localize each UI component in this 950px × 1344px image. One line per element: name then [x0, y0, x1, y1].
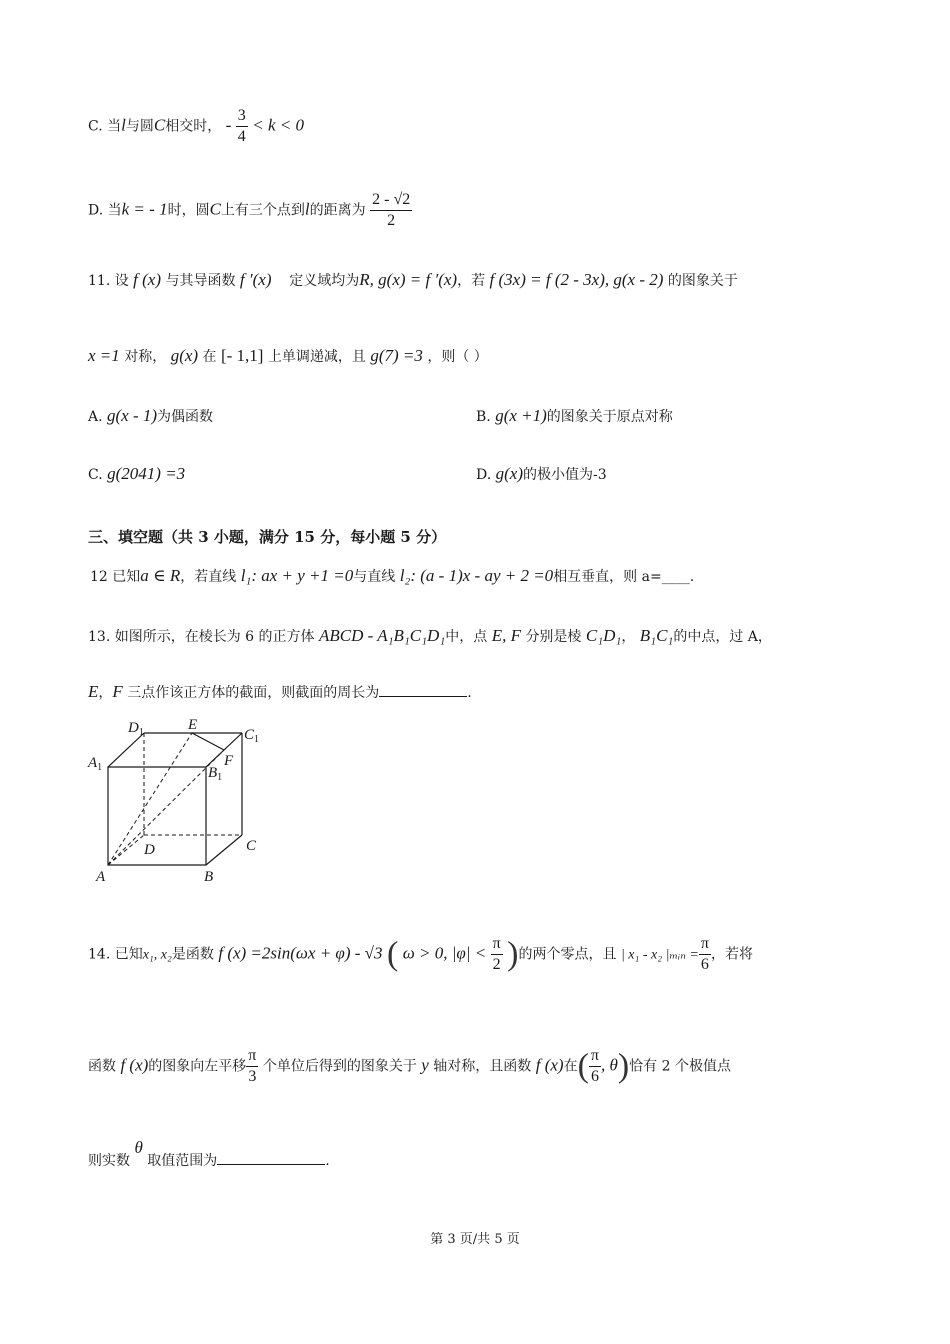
label-c1: $C_1$ — [244, 727, 260, 745]
q11c-label: C. — [88, 467, 103, 483]
q14-pi-over-3 — [246, 1046, 258, 1087]
q11-option-c — [88, 464, 185, 484]
q10c-mid: 与圆 — [125, 118, 154, 135]
q14-l2-text4: 在 — [563, 1058, 578, 1075]
q11b-expr: g(x +1) — [495, 406, 547, 425]
q11-text1: 与其导函数 — [165, 273, 236, 289]
q13-sep2: ， — [98, 685, 113, 701]
q10c-label: C. 当 — [88, 118, 122, 135]
q13-f: F — [112, 682, 123, 701]
q12-number: 12 已知 — [90, 569, 141, 585]
q11d-text: 的极小值为-3 — [523, 467, 607, 483]
label-e: E — [188, 717, 198, 733]
q11-text2: 定义域均为 — [289, 273, 360, 289]
q10d-k: k = - 1 — [121, 199, 168, 219]
q14-pi: π — [491, 934, 503, 955]
q10c-fraction — [236, 106, 248, 147]
q14-stem-line3 — [88, 1138, 330, 1170]
q10c-c: C — [153, 115, 166, 135]
q14-l2-text5: 恰有 2 个极值点 — [629, 1058, 731, 1075]
q14-end: . — [325, 1153, 330, 1169]
q14-condition: ω > 0, |φ| < — [402, 943, 487, 963]
q14-pi-over-6 — [699, 934, 711, 975]
q11b-label: B. — [476, 409, 491, 425]
q11-l2-text2: 在 — [202, 349, 217, 365]
q11-option-a — [88, 406, 213, 426]
q14-l2-text1: 的图象向左平移 — [148, 1058, 247, 1075]
q10d-fraction — [370, 190, 412, 231]
q14-pi-over-2 — [491, 934, 503, 975]
edge-b-c — [206, 835, 242, 865]
q13-number: 13. 如图所示，在棱长为 6 的正方体 — [88, 629, 315, 645]
q14-l2-theta: , θ — [600, 1055, 618, 1075]
q11a-expr: g(x - 1) — [107, 406, 158, 425]
q10-option-c — [88, 106, 304, 147]
q14-stem-line2 — [88, 1046, 731, 1087]
q14-function: f (x) =2sin(ωx + φ) - √3 — [218, 943, 383, 963]
q13-c1d1: C₁D₁ — [585, 626, 622, 645]
q12-line1: l₁: ax + y +1 =0 — [240, 566, 354, 585]
page-footer: 第 3 页/共 5 页 — [430, 1232, 520, 1247]
q10c-den: 4 — [237, 128, 246, 145]
q11a-label: A. — [88, 409, 103, 425]
label-b: B — [204, 869, 214, 885]
q11b-text: 的图象关于原点对称 — [546, 409, 673, 425]
section-heading: 三、填空题（共 3 小题，满分 15 分，每小题 5 分） — [88, 528, 447, 546]
segment-e-f — [192, 733, 224, 750]
q13-cube: ABCD - A₁B₁C₁D₁ — [318, 626, 446, 645]
q11-option-b — [476, 406, 673, 426]
q13-sep: ， — [621, 629, 636, 645]
q11d-label: D. — [476, 467, 492, 483]
q10d-num: 2 - √2 — [370, 190, 412, 211]
q11-condition: f (3x) = f (2 - 3x), g(x - 2) — [489, 270, 664, 289]
q14-text1: 是函数 — [171, 946, 214, 963]
q10d-label: D. 当 — [88, 202, 122, 219]
q11-option-d — [476, 464, 607, 484]
q14-l2-pi: π — [246, 1046, 258, 1067]
q11-stem-line2 — [88, 346, 488, 366]
q13-answer-blank[interactable] — [379, 682, 467, 697]
q14-three: 3 — [248, 1068, 257, 1085]
q11-l2-text1: 对称， — [124, 349, 167, 365]
cube-front-face — [108, 767, 206, 865]
q11d-expr: g(x) — [495, 464, 524, 483]
q14-y: y — [421, 1055, 429, 1075]
q10c-num: 3 — [236, 106, 248, 127]
q13-b1c1: B₁C₁ — [639, 626, 674, 645]
q14-abs-min: | x₁ - x₂ |ₘᵢₙ = — [620, 947, 699, 963]
q13-stem-line2 — [88, 682, 472, 702]
q13-text2: 分别是棱 — [525, 629, 582, 645]
q14-paren-close: ) — [507, 935, 519, 973]
q14-l2-text2: 个单位后得到的图象关于 — [262, 1058, 417, 1075]
q11c-expr: g(2041) =3 — [107, 464, 186, 483]
q12-stem — [90, 566, 694, 586]
q14-l2-pi6: π — [589, 1046, 601, 1067]
q10c-expr-pre: - — [225, 115, 232, 135]
q10d-c: C — [209, 199, 221, 219]
q13-stem-line1 — [88, 626, 772, 646]
q14-number: 14. 已知 — [88, 946, 143, 963]
label-d1: $D_1$ — [128, 720, 144, 738]
q11-fx: f (x) — [133, 270, 162, 289]
q13-text1: 中，点 — [445, 629, 488, 645]
q11-text4: 的图象关于 — [667, 273, 738, 289]
q13-end: . — [467, 685, 472, 701]
q14-paren-open: ( — [386, 935, 399, 973]
cube-figure — [86, 715, 276, 895]
label-a1: $A_1$ — [88, 755, 103, 773]
q14-two: 2 — [492, 956, 501, 973]
q14-l2-paren-open: ( — [577, 1047, 589, 1085]
q11-x1: x =1 — [88, 346, 120, 365]
q14-pi2: π — [699, 934, 711, 955]
label-c: C — [246, 838, 257, 854]
q14-l2-text3: 轴对称，且函数 — [433, 1058, 532, 1075]
q10d-mid2: 上有三个点到 — [220, 202, 305, 219]
q14-l2-fx: f (x) — [120, 1055, 149, 1075]
q11-stem-line1 — [88, 270, 738, 290]
label-f: F — [224, 753, 234, 769]
q14-six: 6 — [700, 956, 709, 973]
q14-stem-line1 — [88, 934, 753, 975]
q12-a: a ∈ R — [140, 566, 181, 585]
label-a: A — [96, 869, 106, 885]
q10d-mid3: 的距离为 — [309, 202, 366, 219]
label-d: D — [144, 842, 155, 858]
q11-g7: g(7) =3 — [370, 346, 423, 365]
q12-text2: 与直线 — [353, 569, 396, 585]
q10d-l: l — [304, 199, 310, 219]
q11-fpx: f ′(x) — [239, 270, 272, 289]
q13-text3: 的中点，过 A， — [673, 629, 772, 645]
q14-l2-paren-close: ) — [617, 1047, 630, 1085]
q11-domain: R, g(x) = f ′(x) — [359, 270, 458, 289]
q14-pi-over-6-b — [589, 1046, 601, 1087]
q10c-l: l — [121, 115, 126, 135]
q12-line2: l₂: (a - 1)x - ay + 2 =0 — [399, 566, 554, 585]
q12-text1: ，若直线 — [180, 569, 237, 585]
label-b1: $B_1$ — [208, 765, 223, 783]
q14-text2: 的两个零点，且 — [518, 946, 617, 963]
q11-text3: ，若 — [457, 273, 486, 289]
q12-text3: 相互垂直，则 a=____. — [553, 569, 695, 585]
q14-l3-text0: 则实数 — [88, 1153, 130, 1169]
q14-x12: x₁, x₂ — [142, 947, 172, 963]
q14-l2-text0: 函数 — [88, 1058, 116, 1075]
edge-a1-d1 — [108, 733, 144, 767]
q11-gx: g(x) — [170, 346, 199, 365]
q14-l3-text1: 取值范围为 — [147, 1153, 218, 1169]
q11-interval: [- 1,1] — [220, 346, 264, 365]
q10d-mid1: 时，圆 — [167, 202, 210, 219]
q10d-den: 2 — [387, 212, 396, 229]
q14-answer-blank[interactable] — [217, 1150, 325, 1165]
q14-l2-fx2: f (x) — [535, 1055, 564, 1075]
q13-line2-text: 三点作该正方体的截面，则截面的周长为 — [127, 685, 380, 701]
q14-text3: ，若将 — [710, 946, 753, 963]
q11-number: 11. 设 — [88, 273, 129, 289]
q13-ef: E, F — [491, 626, 521, 645]
q11-l2-text3: 上单调递减，且 — [267, 349, 366, 365]
hidden-edge-a-d — [108, 835, 144, 865]
q11a-text: 为偶函数 — [157, 409, 214, 425]
q13-e: E — [88, 682, 99, 701]
q14-l2-six: 6 — [590, 1068, 599, 1085]
q10c-tail: 相交时， — [165, 118, 222, 135]
q14-theta: θ — [134, 1138, 143, 1157]
q10-option-d — [88, 190, 412, 231]
q10c-expr-post: < k < 0 — [252, 115, 304, 135]
q11-l2-text4: ，则（ ） — [427, 349, 488, 365]
